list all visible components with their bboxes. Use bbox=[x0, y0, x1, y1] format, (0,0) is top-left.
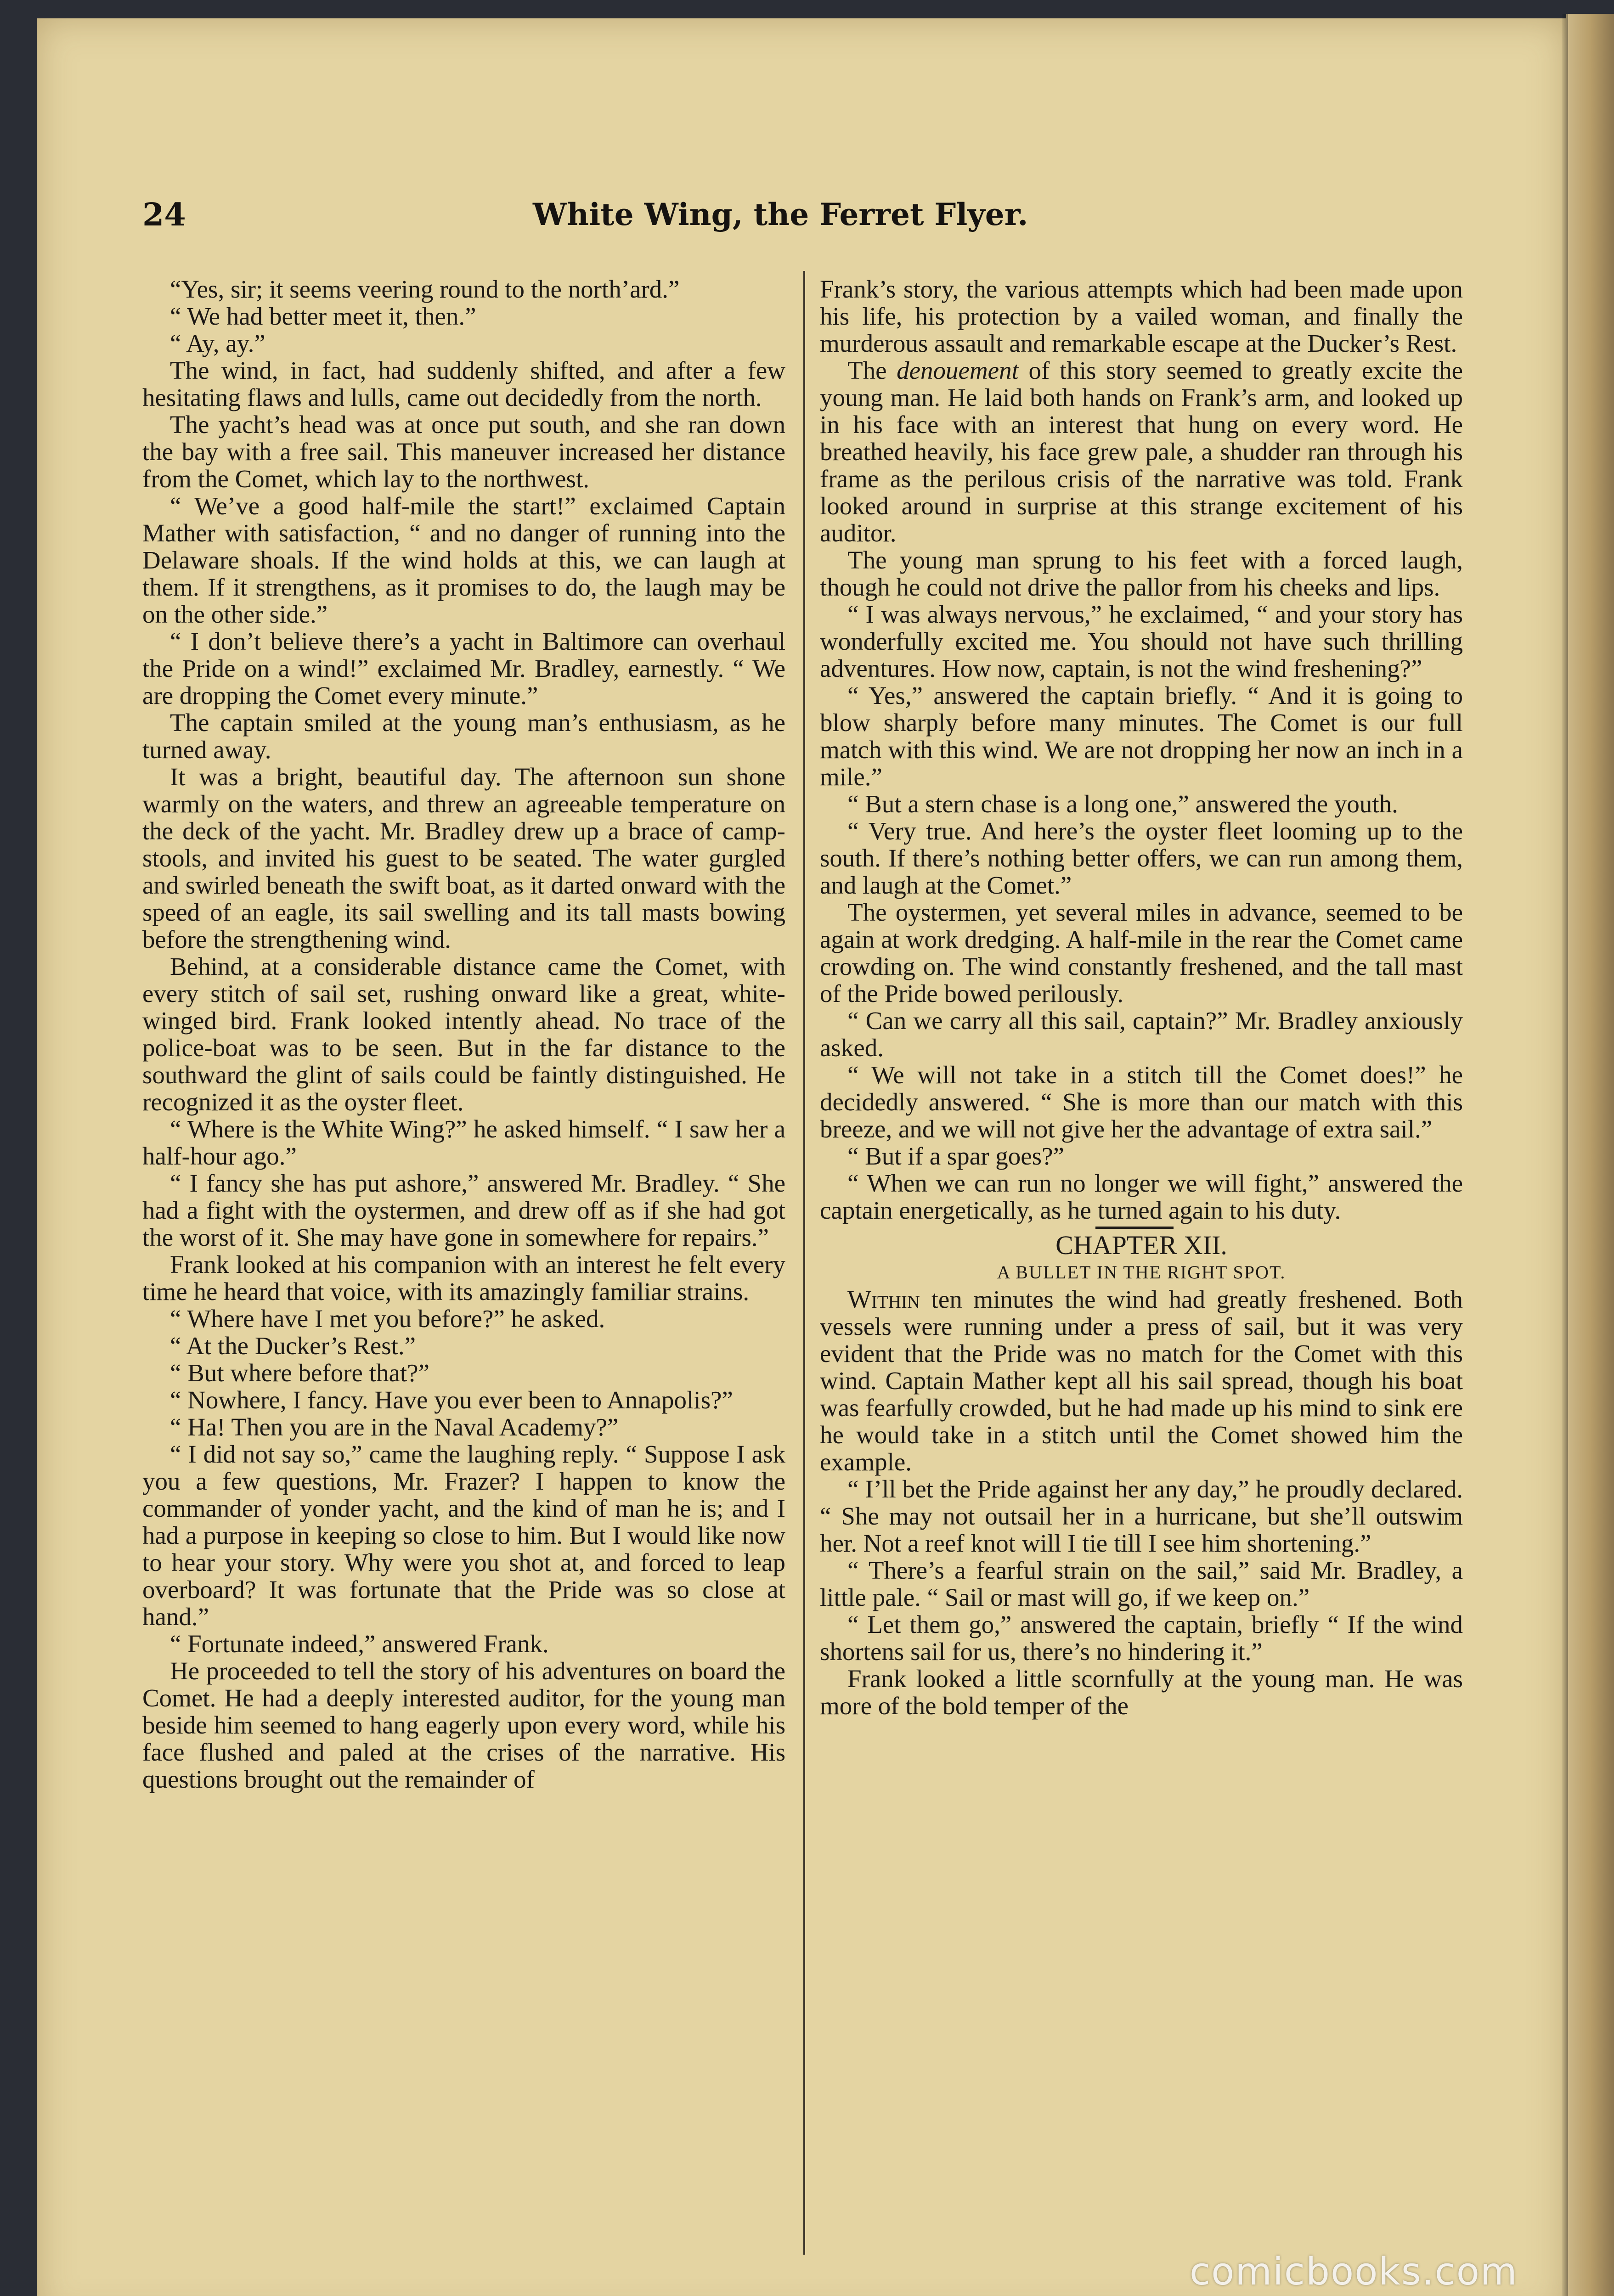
paragraph: “ I’ll bet the Pride against her any day,” he proudly declared. “ She may not outsail her in a hurricane, but she’ll outswim her. Not a reef knot will I tie till I see him shortening.” bbox=[820, 1475, 1463, 1557]
paragraph: “ Ha! Then you are in the Naval Academy?” bbox=[170, 1413, 619, 1441]
paragraph: Frank looked a little scornfully at the young man. He was more of the bold temper of the bbox=[820, 1665, 1463, 1720]
running-head bbox=[142, 197, 1383, 247]
binding-fold bbox=[1562, 14, 1568, 2296]
paragraph: “ Ay, ay.” bbox=[170, 329, 265, 357]
paragraph: It was a bright, beautiful day. The afternoon sun shone warmly on the waters, and threw an agreeable temperature on the deck of the yacht. Mr. Bradley drew up a brace of camp-stools, and invited his guest to be seated. The water gurgled and swirled beneath the swift boat, as it darted onward with the speed of an eagle, its sail swelling and its tall masts bowing before the strengthening wind. bbox=[142, 763, 785, 953]
section-rule bbox=[1095, 1227, 1174, 1229]
chapter-subheading: A BULLET IN THE RIGHT SPOT. bbox=[997, 1262, 1286, 1283]
paragraph: “ But if a spar goes?” bbox=[847, 1142, 1064, 1170]
paragraph: The oystermen, yet several miles in advance, seemed to be again at work dredging. A half-mile in the rear the Comet came crowding on. The wind constantly freshened, and the tall mast of the Pride bowed perilously. bbox=[820, 898, 1463, 1007]
right-column bbox=[820, 276, 1463, 1719]
paragraph: “ Nowhere, I fancy. Have you ever been to Annapolis?” bbox=[170, 1386, 733, 1414]
italic-word: denouement bbox=[897, 356, 1019, 384]
paragraph: “ At the Ducker’s Rest.” bbox=[170, 1332, 416, 1360]
paragraph: Frank’s story, the various attempts which had been made upon his life, his protection by a vailed woman, and finally the murderous assault and remarkable escape at the Ducker’s Rest. bbox=[820, 275, 1463, 357]
paragraph: “ We had better meet it, then.” bbox=[170, 302, 476, 330]
paragraph: “ Where is the White Wing?” he asked himself. “ I saw her a half-hour ago.” bbox=[142, 1115, 785, 1170]
watermark: comicbooks.com bbox=[1190, 2250, 1518, 2294]
column-divider bbox=[803, 271, 805, 2255]
paragraph: “ I was always nervous,” he exclaimed, “ and your story has wonderfully excited me. You should not have such thrilling adventures. How now, captain, is not the wind freshening?” bbox=[820, 600, 1463, 682]
paragraph: “ I don’t believe there’s a yacht in Baltimore can overhaul the Pride on a wind!” exclaimed Mr. Bradley, earnestly. “ We are dropping the Comet every minute.” bbox=[142, 627, 785, 709]
paragraph: “ Can we carry all this sail, captain?” Mr. Bradley anxiously asked. bbox=[820, 1007, 1463, 1062]
paragraph: “ Very true. And here’s the oyster fleet looming up to the south. If there’s nothing better offers, we can run among them, and laugh at the Comet.” bbox=[820, 817, 1463, 899]
paragraph: “Yes, sir; it seems veering round to the north’ard.” bbox=[170, 275, 680, 303]
paragraph: “ We will not take in a stitch till the Comet does!” he decidedly answered. “ She is more than our match with this breeze, and we will not give her the advantage of extra sail.” bbox=[820, 1061, 1463, 1143]
drop-word: Within bbox=[847, 1285, 920, 1313]
left-column bbox=[142, 276, 785, 1793]
chapter-opening-paragraph: Within ten minutes the wind had greatly freshened. Both vessels were running under a press of sail, but it was very evident that the Pride was no match for the Comet with this wind. Captain Mather kept all his sail spread, though his boat was fearfully crowded, but he had made up his mind to sink ere he would take in a stitch until the Comet showed him the example. bbox=[820, 1285, 1463, 1476]
paragraph: “ Let them go,” answered the captain, briefly “ If the wind shortens sail for us, there’s no hindering it.” bbox=[820, 1610, 1463, 1666]
right-column-dialogue bbox=[820, 546, 1463, 1224]
right-column-opening bbox=[820, 276, 1463, 357]
page-title: White Wing, the Ferret Flyer. bbox=[533, 197, 1028, 232]
chapter-heading: CHAPTER XII. bbox=[1055, 1230, 1227, 1260]
paragraph: Behind, at a considerable distance came the Comet, with every stitch of sail set, rushing onward like a great, white-winged bird. Frank looked intently ahead. No trace of the police-boat was to be seen. But in the far distance to the southward the glint of sails could be faintly distinguished. He recognized it as the oyster fleet. bbox=[142, 952, 785, 1116]
paragraph-denouement: The denouement of this story seemed to greatly excite the young man. He laid both hands on Frank’s arm, and looked up in his face with an interest that hung on every word. He breathed heavily, his face grew pale, a shudder ran through his frame as the perilous crisis of the narrative was told. Frank looked around in surprise at this strange excitement of his auditor. bbox=[820, 356, 1463, 547]
paragraph: “ I did not say so,” came the laughing reply. “ Suppose I ask you a few questions, Mr. Frazer? I happen to know the commander of yonder yacht, and the kind of man he is; and I had a purpose in keeping so close to him. But I would like now to hear your story. Why were you shot at, and forced to leap overboard? It was fortunate that the Pride was so close at hand.” bbox=[142, 1440, 785, 1631]
paragraph: The wind, in fact, had suddenly shifted, and after a few hesitating flaws and lulls, came out decidedly from the north. bbox=[142, 356, 785, 411]
paragraph: “ Yes,” answered the captain briefly. “ And it is going to blow sharply before many minutes. The Comet is our full match with this wind. We are not dropping her now an inch in a mile.” bbox=[820, 681, 1463, 791]
paragraph: “ When we can run no longer we will fight,” answered the captain energetically, as he turned again to his duty. bbox=[820, 1169, 1463, 1224]
page-number: 24 bbox=[142, 197, 186, 233]
paragraph: “ Where have I met you before?” he asked. bbox=[170, 1305, 605, 1333]
paragraph: The captain smiled at the young man’s enthusiasm, as he turned away. bbox=[142, 709, 785, 764]
adjacent-page-edge bbox=[1566, 14, 1614, 2296]
paragraph: He proceeded to tell the story of his adventures on board the Comet. He had a deeply interested auditor, for the young man beside him seemed to hang eagerly upon every word, while his face flushed and paled at the crises of the narrative. His questions brought out the remainder of bbox=[142, 1657, 785, 1793]
paragraph: “ But where before that?” bbox=[170, 1359, 429, 1387]
paragraph: “ I fancy she has put ashore,” answered Mr. Bradley. “ She had a fight with the oystermen, and drew off as if she had got the worst of it. She may have gone in somewhere for repairs.” bbox=[142, 1169, 785, 1251]
right-column-closing bbox=[820, 1475, 1463, 1719]
paragraph: “ We’ve a good half-mile the start!” exclaimed Captain Mather with satisfaction, “ and no danger of running into the Delaware shoals. If the wind holds at this, we can laugh at them. If it strengthens, as it promises to do, the laugh may be on the other side.” bbox=[142, 492, 785, 628]
paragraph: “ There’s a fearful strain on the sail,” said Mr. Bradley, a little pale. “ Sail or mast will go, if we keep on.” bbox=[820, 1556, 1463, 1611]
paragraph: The young man sprung to his feet with a forced laugh, though he could not drive the pallor from his cheeks and lips. bbox=[820, 546, 1463, 601]
paragraph: Frank looked at his companion with an interest he felt every time he heard that voice, with its amazingly familiar strains. bbox=[142, 1250, 785, 1306]
paragraph: The yacht’s head was at once put south, and she ran down the bay with a free sail. This maneuver increased her distance from the Comet, which lay to the northwest. bbox=[142, 411, 785, 493]
paragraph: “ But a stern chase is a long one,” answered the youth. bbox=[847, 790, 1398, 818]
paragraph: “ Fortunate indeed,” answered Frank. bbox=[170, 1630, 549, 1658]
